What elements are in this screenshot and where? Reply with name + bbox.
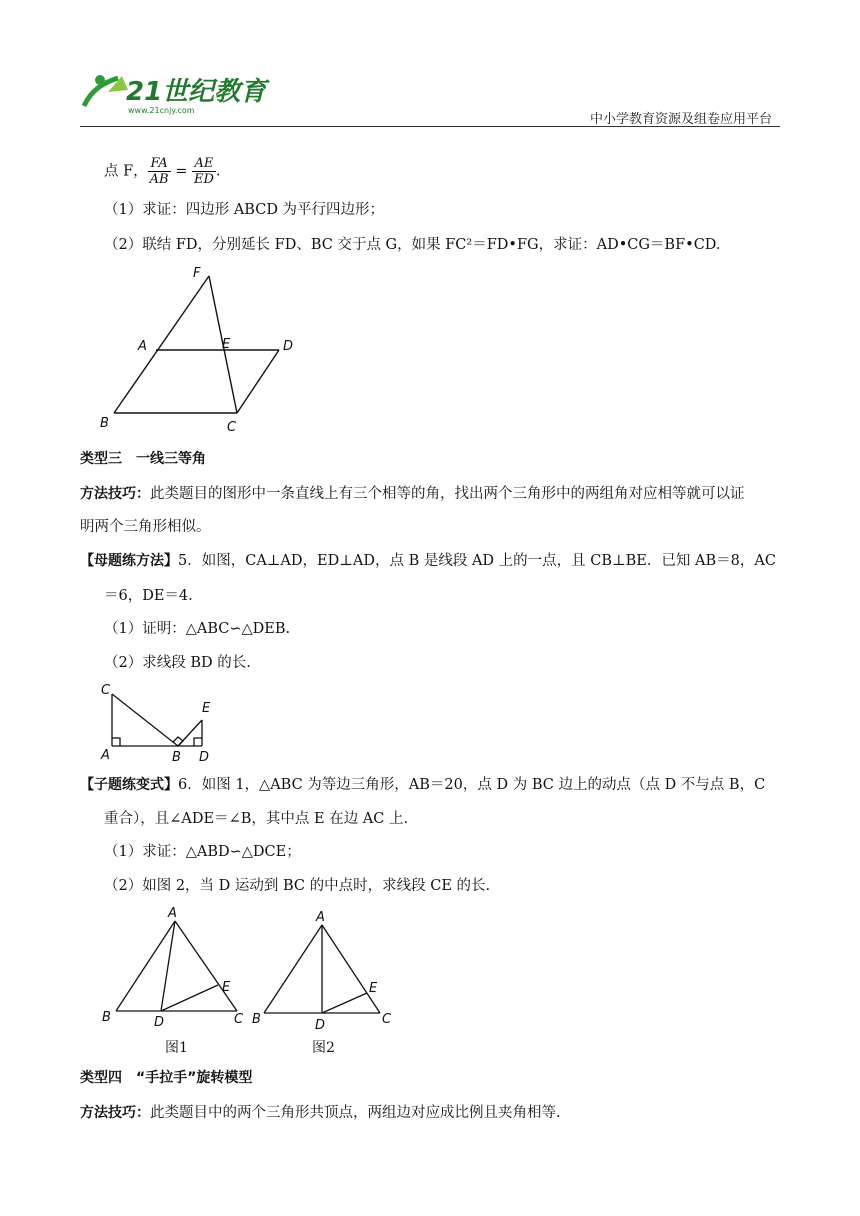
type3-title: 类型三 一线三等角 (80, 451, 206, 467)
label-d: D (315, 1018, 326, 1033)
line-ab (116, 921, 175, 1011)
logo-icon (78, 68, 268, 116)
label-c: C (101, 683, 111, 698)
q4-intro-prefix: 点 F， (104, 163, 148, 180)
type3-method-line1: 方法技巧：此类题目的图形中一条直线上有三个相等的角，找出两个三角形中的两组角对应相等就可以证 (80, 486, 745, 502)
label-b: B (100, 416, 109, 431)
fig1-caption: 图1 (165, 1040, 188, 1056)
line-de (161, 985, 218, 1011)
type4-method: 方法技巧：此类题目中的两个三角形共顶点，两组边对应成比例且夹角相等. (80, 1105, 561, 1121)
q4-intro-suffix: . (215, 163, 221, 180)
type4-title: 类型四 “手拉手”旋转模型 (80, 1070, 253, 1086)
label-b: B (172, 750, 181, 765)
line-ac (175, 921, 237, 1011)
label-e: E (369, 981, 378, 996)
label-d: D (154, 1015, 165, 1030)
q4-intro (104, 156, 221, 187)
q6-part2: （2）如图 2，当 D 运动到 BC 的中点时，求线段 CE 的长. (104, 878, 491, 894)
right-angle-a (112, 738, 120, 746)
q6-figure1 (100, 905, 250, 1030)
label-c: C (227, 420, 237, 435)
label-d: D (283, 339, 294, 354)
q5-part1: （1）证明：△ABC∽△DEB. (104, 621, 291, 637)
label-a: A (316, 910, 325, 925)
q6-line1: 【子题练变式】6．如图 1，△ABC 为等边三角形，AB＝20，点 D 为 BC 边上的动点（点 D 不与点 B，C (80, 777, 766, 793)
q5-figure (98, 682, 228, 765)
label-c: C (234, 1012, 244, 1027)
q6-line2: 重合），且∠ADE＝∠B，其中点 E 在边 AC 上. (104, 811, 409, 827)
logo-url: www.21cnjy.com (128, 106, 195, 115)
q6-tag: 【子题练变式】 (80, 777, 178, 793)
q5-tag: 【母题练方法】 (80, 553, 178, 569)
label-a: A (138, 339, 147, 354)
q4-part2: （2）联结 FD，分别延长 FD、BC 交于点 G，如果 FC²＝FD•FG，求证：AD•CG＝BF•CD. (104, 237, 721, 253)
right-angle-d (194, 738, 202, 746)
label-b: B (252, 1012, 261, 1027)
q6-part1: （1）求证：△ABD∽△DCE； (104, 844, 301, 860)
line-cb (112, 694, 178, 746)
line-de (322, 993, 367, 1013)
label-a: A (168, 906, 177, 921)
line-ab (264, 925, 322, 1013)
fig2-caption: 图2 (312, 1040, 335, 1056)
q4-figure (96, 262, 316, 435)
header-rule (80, 126, 780, 127)
label-f: F (193, 266, 201, 281)
line-fb (114, 276, 209, 413)
q6-figure2 (252, 905, 402, 1033)
type3-method-label: 方法技巧： (80, 486, 150, 502)
q5-part2: （2）求线段 BD 的长. (104, 655, 251, 671)
label-e: E (202, 701, 211, 716)
q4-eq: = (175, 163, 188, 180)
q4-frac2: $\frac{AE}{ED}$ (194, 156, 214, 187)
label-a: A (101, 748, 110, 763)
line-dc (237, 350, 279, 413)
q5-line2: ＝6，DE＝4. (104, 588, 193, 604)
label-e: E (222, 337, 231, 352)
page-header (0, 0, 860, 130)
q4-frac1: $\frac{FA}{AB}$ (149, 156, 169, 187)
q5-line1: 【母题练方法】5．如图，CA⊥AD，ED⊥AD，点 B 是线段 AD 上的一点，且 CB⊥BE．已知 AB＝8，AC (80, 553, 776, 569)
type4-method-label: 方法技巧： (80, 1105, 150, 1121)
platform-name: 中小学教育资源及组卷应用平台 (589, 112, 772, 127)
line-ad (161, 921, 175, 1011)
label-c: C (382, 1012, 392, 1027)
q4-part1: （1）求证：四边形 ABCD 为平行四边形； (104, 202, 385, 218)
logo-text: 21世纪教育 (126, 77, 267, 107)
type3-method-line2: 明两个三角形相似。 (80, 519, 211, 535)
label-e: E (222, 980, 231, 995)
label-b: B (102, 1010, 111, 1025)
label-d: D (199, 750, 210, 765)
